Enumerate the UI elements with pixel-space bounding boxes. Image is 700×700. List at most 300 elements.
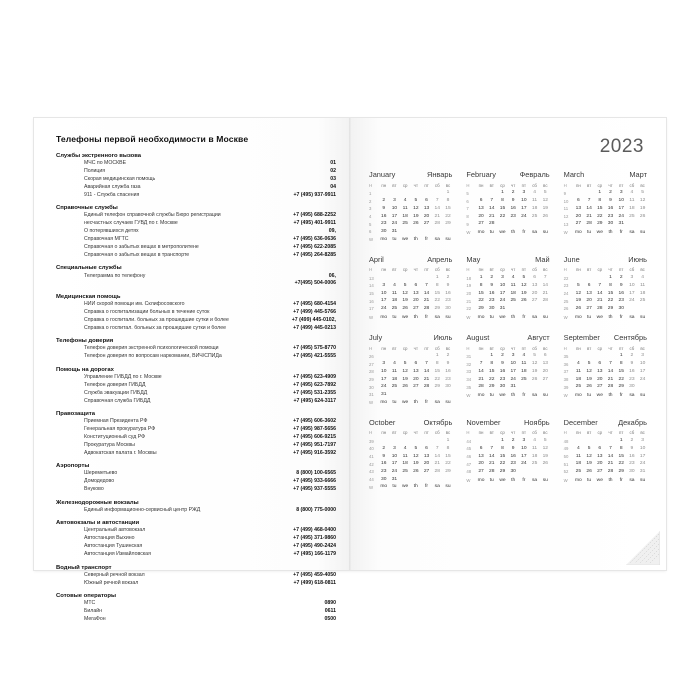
- week-number: 41: [369, 454, 374, 460]
- day-cell: 27: [597, 384, 603, 390]
- directory-entry-label: МегаФон: [84, 616, 106, 622]
- week-number: 13: [563, 221, 569, 227]
- directory-entry-label: Автостанция Измайловская: [84, 551, 151, 558]
- week-number-header: Н: [563, 345, 567, 351]
- week-row: [465, 468, 550, 476]
- directory-entry-number: +7 (495) 622-2085: [293, 244, 336, 251]
- day-cell: [627, 305, 638, 313]
- week-row: [368, 368, 453, 376]
- weekday-footer: th: [511, 230, 516, 236]
- day-cell: 1: [435, 353, 439, 359]
- week-number: 2: [369, 198, 372, 204]
- day-cell: [389, 438, 400, 446]
- directory-entry: [56, 390, 336, 398]
- day-cell: 18: [575, 376, 582, 382]
- day-cell: 19: [542, 453, 549, 459]
- week-row: [465, 290, 550, 298]
- day-cell: [378, 353, 389, 361]
- day-cell: 12: [586, 368, 592, 374]
- directory-section-heading: Сотовые операторы: [56, 593, 117, 599]
- day-cell: 14: [597, 290, 603, 296]
- weekday-header: пн: [575, 345, 581, 351]
- weekday-header: пт: [521, 430, 527, 436]
- directory-entry: [56, 442, 336, 450]
- day-cell: 29: [434, 306, 440, 312]
- directory-entry-number: 06,: [328, 272, 336, 279]
- weekday-footer: tu: [392, 399, 397, 405]
- day-cell: 9: [382, 205, 386, 211]
- directory-entry: [56, 212, 336, 220]
- month-block: [465, 170, 550, 244]
- directory-entry: [56, 450, 336, 458]
- directory-entry-label: Конституционный суд РФ: [84, 433, 146, 440]
- week-number-footer: W: [369, 400, 374, 406]
- weekday-footer: mo: [380, 236, 388, 242]
- day-cell: [540, 468, 551, 476]
- directory-entry-label: Генеральная прокуратура РФ: [84, 426, 156, 433]
- day-cell: 16: [381, 461, 387, 467]
- month-table: [465, 182, 550, 237]
- weekday-footer: we: [596, 477, 603, 483]
- directory-entry-number: +7 (495) 623-4909: [293, 373, 336, 380]
- weekday-footer: tu: [587, 230, 592, 236]
- week-number-header: Н: [369, 267, 373, 273]
- day-cell: [519, 221, 530, 229]
- week-row: [368, 461, 453, 469]
- week-number: 7: [466, 206, 469, 212]
- day-cell: 17: [391, 213, 398, 219]
- day-cell: 24: [639, 461, 646, 467]
- weekday-footer: fr: [522, 393, 526, 399]
- day-cell: [584, 275, 595, 283]
- directory-entry: [56, 301, 336, 309]
- day-cell: [594, 275, 605, 283]
- day-cell: 12: [542, 198, 549, 204]
- day-cell: 29: [597, 221, 603, 227]
- week-row: [563, 438, 648, 446]
- day-cell: 31: [391, 476, 398, 482]
- day-cell: 27: [423, 221, 430, 227]
- week-number: 9: [466, 221, 469, 227]
- directory-entry: [56, 398, 336, 406]
- weekday-footer: sa: [434, 314, 440, 320]
- directory-section-heading: Медицинская помощь: [56, 293, 121, 300]
- day-cell: 11: [629, 198, 635, 204]
- day-cell: 6: [479, 198, 483, 204]
- day-cell: 9: [382, 453, 386, 459]
- day-cell: 16: [510, 453, 516, 459]
- day-cell: 13: [423, 205, 430, 211]
- week-row: [368, 305, 453, 313]
- directory-entry-number: +7 (495) 490-2424: [293, 543, 336, 550]
- day-cell: 29: [445, 221, 451, 227]
- day-cell: 1: [490, 353, 494, 359]
- month-header: [368, 170, 453, 179]
- directory-entry: [56, 374, 336, 382]
- day-cell: 23: [499, 376, 506, 382]
- directory-entry-label: Внуково: [84, 486, 104, 493]
- day-cell: 21: [586, 213, 592, 219]
- day-cell: 21: [489, 461, 495, 467]
- day-cell: 17: [521, 205, 527, 211]
- weekday-header: ср: [402, 345, 408, 351]
- week-number-header: Н: [369, 345, 373, 351]
- weekday-footer: su: [640, 477, 646, 483]
- month-table: [563, 267, 648, 322]
- day-cell: 15: [434, 368, 440, 374]
- day-cell: [432, 190, 443, 198]
- weekday-footer: tu: [587, 314, 592, 320]
- day-cell: 24: [629, 298, 635, 304]
- month-table: [368, 267, 453, 322]
- weekday-footer: we: [499, 477, 506, 483]
- week-number: 42: [369, 461, 374, 467]
- weekday-header: пн: [381, 182, 387, 188]
- day-cell: 19: [413, 461, 419, 467]
- directory-entry-label: Автостанция Выхино: [84, 535, 135, 542]
- day-cell: 4: [577, 361, 580, 367]
- day-cell: 27: [531, 298, 538, 304]
- week-row: [563, 384, 648, 392]
- day-cell: [400, 190, 411, 198]
- directory-entry: [56, 543, 336, 551]
- day-cell: 14: [423, 290, 430, 296]
- week-number-header: Н: [466, 182, 470, 188]
- week-number-footer: W: [466, 230, 471, 236]
- day-cell: [476, 353, 487, 361]
- day-cell: 19: [521, 290, 527, 296]
- directory-entry-number: +7 (495) 371-9860: [293, 535, 336, 542]
- day-cell: 24: [618, 213, 624, 219]
- weekday-footer: fr: [619, 477, 623, 483]
- week-number: 44: [466, 438, 472, 444]
- directory-entry: [56, 572, 336, 580]
- day-cell: [389, 190, 400, 198]
- day-cell: 14: [423, 368, 430, 374]
- directory-entry: [56, 580, 336, 588]
- weekday-footer: sa: [434, 236, 440, 242]
- day-cell: [432, 438, 443, 446]
- month-table: [563, 430, 648, 485]
- weekday-header: вт: [489, 430, 494, 436]
- week-row: [465, 384, 550, 392]
- day-cell: 8: [479, 282, 483, 288]
- directory-section: [56, 205, 336, 260]
- weekday-header: пт: [521, 345, 527, 351]
- day-cell: 26: [531, 376, 538, 382]
- weekday-footer: tu: [489, 230, 494, 236]
- day-cell: 15: [607, 290, 614, 296]
- directory-section: [56, 294, 336, 333]
- day-cell: 20: [413, 298, 419, 304]
- weekday-footer: su: [542, 314, 548, 320]
- day-cell: 10: [510, 361, 516, 367]
- weekday-header-row: [368, 430, 453, 438]
- weekday-footer: th: [413, 399, 418, 405]
- day-cell: [594, 438, 605, 446]
- day-cell: 14: [489, 453, 495, 459]
- weekday-footer: fr: [619, 393, 623, 399]
- weekday-footer-row: [465, 392, 550, 400]
- weekday-header: чт: [608, 267, 613, 273]
- day-cell: 23: [618, 298, 624, 304]
- day-cell: 20: [478, 461, 484, 467]
- day-cell: 23: [629, 461, 635, 467]
- day-cell: 3: [382, 282, 386, 288]
- day-cell: 11: [391, 290, 397, 296]
- weekday-footer: mo: [574, 393, 582, 399]
- weekday-footer: we: [402, 399, 409, 405]
- day-cell: 11: [575, 368, 581, 374]
- weekday-header: пт: [521, 267, 527, 273]
- directory-entry: [56, 600, 336, 608]
- weekday-header: чт: [413, 182, 418, 188]
- day-cell: [421, 391, 432, 399]
- week-row: [368, 282, 453, 290]
- week-number: 48: [563, 438, 569, 444]
- directory-entry: [56, 353, 336, 361]
- day-cell: 6: [479, 445, 483, 451]
- day-cell: 4: [630, 190, 634, 196]
- weekday-footer: tu: [489, 393, 494, 399]
- directory-entry: [56, 280, 336, 288]
- day-cell: 4: [403, 198, 407, 204]
- day-cell: 9: [501, 361, 504, 367]
- day-cell: 28: [489, 221, 495, 227]
- weekday-footer: mo: [574, 230, 582, 236]
- weekday-header: ср: [500, 430, 505, 436]
- weekday-footer: th: [413, 236, 418, 242]
- day-cell: 21: [478, 376, 484, 382]
- week-number: 44: [369, 477, 374, 483]
- day-cell: 17: [618, 205, 624, 211]
- directory-entry-number: 09,: [328, 228, 336, 235]
- directory-entry-label: О потерявшихся детях: [84, 228, 139, 235]
- day-cell: 20: [597, 376, 603, 382]
- day-cell: 25: [639, 298, 646, 304]
- week-number: 51: [563, 461, 569, 467]
- day-cell: 7: [435, 445, 439, 451]
- day-cell: [637, 221, 648, 229]
- week-number: 23: [563, 283, 569, 289]
- directory-entry-number: 0500: [324, 616, 336, 622]
- day-cell: 5: [403, 282, 407, 288]
- day-cell: 26: [402, 306, 408, 312]
- weekday-footer: tu: [392, 484, 397, 490]
- day-cell: 12: [413, 205, 419, 211]
- day-cell: 26: [413, 221, 419, 227]
- week-number: 38: [563, 376, 569, 382]
- month-block: [368, 333, 453, 407]
- directory-entry: [56, 418, 336, 426]
- week-row: [368, 353, 453, 361]
- directory-section: [56, 500, 336, 515]
- week-number: 47: [466, 461, 472, 467]
- month-header: [465, 333, 550, 342]
- day-cell: [410, 476, 421, 484]
- day-cell: 30: [381, 476, 387, 482]
- directory-entry-number: +7 (495) 937-5555: [293, 486, 336, 493]
- directory-entry: [56, 176, 336, 184]
- month-block: [563, 170, 648, 244]
- week-number-header: Н: [563, 267, 567, 273]
- weekday-footer: mo: [477, 477, 485, 483]
- day-cell: 25: [402, 221, 408, 227]
- week-row: [563, 275, 648, 283]
- weekday-header: вт: [586, 267, 592, 273]
- weekday-header-row: [368, 182, 453, 190]
- month-table: [368, 345, 453, 407]
- day-cell: 12: [531, 361, 538, 367]
- day-cell: 13: [531, 282, 538, 288]
- weekday-header: пн: [381, 267, 387, 273]
- day-cell: 24: [639, 376, 646, 382]
- weekday-footer-row: [563, 392, 648, 400]
- day-cell: 24: [521, 213, 527, 219]
- day-cell: 14: [478, 368, 484, 374]
- day-cell: 3: [511, 353, 515, 359]
- day-cell: 18: [531, 453, 538, 459]
- day-cell: 9: [511, 445, 515, 451]
- day-cell: 28: [607, 469, 614, 475]
- directory-entry-label: Северный речной вокзал: [84, 571, 145, 578]
- directory-section-heading: Телефоны доверия: [56, 338, 114, 345]
- day-cell: [421, 353, 432, 361]
- week-row: [465, 305, 550, 313]
- day-cell: 16: [510, 205, 516, 211]
- directory-section: [56, 463, 336, 494]
- day-cell: 6: [533, 275, 536, 281]
- directory-entry: [56, 507, 336, 515]
- week-row: [465, 282, 550, 290]
- day-cell: 22: [478, 298, 484, 304]
- day-cell: 17: [629, 290, 635, 296]
- weekday-footer-row: [563, 229, 648, 237]
- day-cell: [573, 438, 584, 446]
- day-cell: 11: [510, 282, 516, 288]
- day-cell: 7: [435, 198, 439, 204]
- week-number: 16: [369, 298, 374, 304]
- weekday-footer: th: [511, 477, 516, 483]
- directory-section: [56, 411, 336, 458]
- week-number: 31: [466, 353, 472, 359]
- day-cell: 20: [597, 461, 603, 467]
- directory-entry-label: Автостанция Тушинская: [84, 543, 143, 550]
- day-cell: 28: [586, 221, 592, 227]
- day-cell: 10: [499, 282, 506, 288]
- week-number: 50: [563, 454, 569, 460]
- weekday-header: пн: [381, 345, 387, 351]
- day-cell: [529, 305, 540, 313]
- day-cell: 18: [521, 368, 527, 374]
- week-row: [563, 305, 648, 313]
- day-cell: 3: [522, 190, 526, 196]
- week-number-header: Н: [466, 430, 470, 436]
- day-cell: 14: [434, 205, 440, 211]
- directory-entry-label: Центральный автовокзал: [84, 527, 146, 534]
- directory-entry-number: +7 (495) 166-1179: [293, 551, 336, 558]
- weekday-header: чт: [608, 345, 613, 351]
- day-cell: 23: [607, 213, 614, 219]
- weekday-footer: we: [402, 236, 409, 242]
- directory-entry: [56, 426, 336, 434]
- day-cell: 7: [609, 361, 612, 367]
- day-cell: 27: [542, 376, 549, 382]
- day-cell: 30: [445, 384, 451, 390]
- week-row: [563, 368, 648, 376]
- day-cell: 20: [586, 298, 592, 304]
- day-cell: 16: [445, 368, 451, 374]
- day-cell: [410, 391, 421, 399]
- day-cell: 5: [577, 282, 580, 288]
- day-cell: 1: [435, 275, 439, 281]
- weekday-footer: th: [511, 314, 516, 320]
- month-header: [563, 333, 648, 342]
- day-cell: 5: [403, 361, 407, 367]
- weekday-footer: mo: [477, 393, 485, 399]
- day-cell: 25: [510, 298, 516, 304]
- day-cell: 11: [532, 198, 538, 204]
- weekday-footer-row: [563, 314, 648, 322]
- day-cell: 17: [510, 368, 516, 374]
- day-cell: 15: [597, 205, 603, 211]
- day-cell: [443, 391, 454, 399]
- weekday-header: вс: [445, 430, 451, 436]
- week-row: [465, 368, 550, 376]
- day-cell: 15: [499, 205, 506, 211]
- day-cell: [519, 384, 530, 392]
- weekday-footer: su: [542, 477, 548, 483]
- directory-entry: [56, 478, 336, 486]
- month-name-ru: Октябрь: [423, 417, 453, 427]
- day-cell: 8: [446, 445, 450, 451]
- directory-entry-label: Южный речной вокзал: [84, 579, 139, 586]
- day-cell: 13: [413, 368, 419, 374]
- day-cell: 30: [510, 469, 516, 475]
- day-cell: 4: [522, 353, 526, 359]
- day-cell: 26: [542, 213, 549, 219]
- month-block: [465, 333, 550, 407]
- day-cell: 12: [521, 282, 527, 288]
- weekday-footer: su: [640, 393, 646, 399]
- day-cell: 16: [445, 290, 451, 296]
- day-cell: 3: [501, 275, 504, 281]
- day-cell: [605, 353, 616, 361]
- week-number: 36: [563, 361, 569, 367]
- day-cell: 18: [510, 290, 516, 296]
- day-cell: [378, 438, 389, 446]
- week-row: [465, 461, 550, 469]
- weekday-header-row: [465, 267, 550, 275]
- week-row: [368, 213, 453, 221]
- directory-entry: [56, 317, 336, 325]
- weekday-header: сб: [434, 182, 440, 188]
- page-title: Телефоны первой необходимости в Москве: [56, 134, 249, 144]
- day-cell: 9: [609, 198, 612, 204]
- directory-entry-number: 02: [330, 168, 336, 175]
- day-cell: 3: [619, 190, 623, 196]
- day-cell: 22: [618, 376, 624, 382]
- day-cell: 4: [511, 275, 515, 281]
- day-cell: 17: [381, 298, 387, 304]
- weekday-header: сб: [434, 345, 440, 351]
- day-cell: 20: [542, 368, 549, 374]
- directory-entry-label: Справочная о забытых вещах в транспорте: [84, 251, 190, 258]
- day-cell: 25: [521, 376, 527, 382]
- day-cell: 22: [434, 298, 440, 304]
- directory-entry: [56, 325, 336, 333]
- weekday-header: сб: [629, 430, 635, 436]
